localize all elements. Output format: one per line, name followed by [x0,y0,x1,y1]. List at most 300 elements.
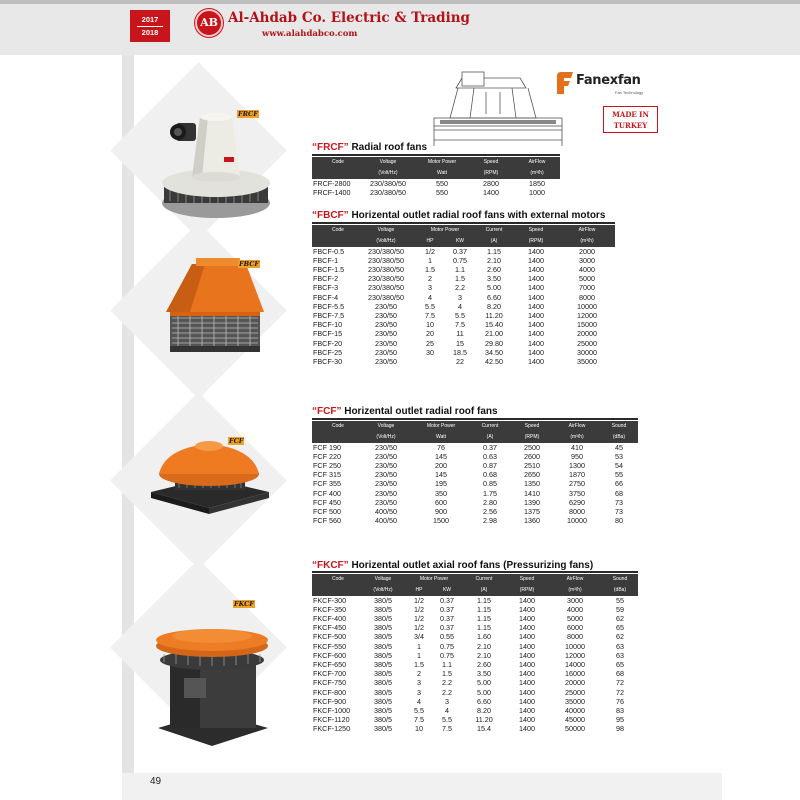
table-cell: 20000 [565,678,585,688]
model-code-cell: FKCF-1120 [313,715,350,725]
fkcf-product-image [148,600,278,750]
table-cell: 1400 [528,283,544,293]
fbcf-table [312,225,615,367]
table-cell: 0.37 [440,595,454,605]
table-cell: 1360 [524,516,540,526]
table-cell: 73 [615,497,623,507]
column-header: Current [481,422,499,429]
table-cell: 1400 [519,678,535,688]
column-unit: (dBa) [612,433,626,440]
model-code-cell: FBCF-1 [313,255,339,265]
table-cell: 4 [417,696,421,706]
table-cell: 11 [456,329,464,339]
table-cell: 380/5 [374,641,392,651]
table-cell: 2650 [524,470,540,480]
table-cell: 2.2 [442,678,452,688]
table-cell: 1400 [528,264,544,274]
table-cell: 380/5 [374,724,392,734]
table-cell: 1.75 [483,488,497,498]
table-row [312,605,638,614]
frcf-table-section [312,154,560,197]
table-cell: 2500 [524,442,540,452]
table-cell: 230/380/50 [368,264,404,274]
fkcf-table-body [312,596,638,734]
table-cell: 80 [615,516,623,526]
table-cell: 1/2 [414,613,424,623]
table-row [312,697,638,706]
table-row [312,498,638,507]
column-header: Speed [519,575,535,582]
table-cell: 0.63 [483,451,497,461]
column-header: Speed [524,422,540,429]
table-cell: 0.75 [453,255,467,265]
table-cell: 63 [616,641,624,651]
table-cell: 15.4 [477,724,491,734]
table-cell: 14000 [565,659,585,669]
table-cell: 1400 [519,595,535,605]
table-cell: 0.37 [483,442,497,452]
table-cell: 1 [417,650,421,660]
table-row [312,452,638,461]
table-row [312,461,638,470]
table-cell: 1.15 [487,246,501,256]
column-header: Code [332,575,344,582]
table-cell: 42.50 [485,356,503,366]
table-row [312,489,638,498]
table-cell: 1/2 [425,246,435,256]
table-cell: 1.15 [477,613,491,623]
table-cell: 76 [616,696,624,706]
table-cell: 1 [417,641,421,651]
table-cell: 380/5 [374,623,392,633]
table-cell: 3000 [579,255,595,265]
table-cell: 76 [437,442,445,452]
model-code-cell: FKCF-300 [313,595,347,605]
table-cell: 1400 [519,604,535,614]
table-cell: 145 [435,451,447,461]
column-unit: (RPM) [528,237,544,244]
column-unit: (m³/h) [568,586,582,593]
table-cell: 0.75 [440,650,454,660]
table-cell: 0.85 [483,479,497,489]
page-header [0,0,800,55]
table-cell: 380/5 [374,705,392,715]
model-code-cell: FKCF-650 [313,659,347,669]
column-header: Voltage [379,158,397,165]
table-cell: 50000 [565,724,585,734]
table-cell: 3 [458,292,462,302]
column-header: Code [332,422,344,429]
column-header: AirFlow [528,158,546,165]
table-cell: 1400 [483,187,499,197]
table-cell: 1400 [528,274,544,284]
table-cell: 40000 [565,705,585,715]
table-row [312,265,615,274]
column-unit: KW [442,586,452,593]
table-cell: 12000 [577,310,597,320]
table-cell: 1400 [519,650,535,660]
table-cell: 230/380/50 [368,283,404,293]
model-code-cell: FKCF-900 [313,696,347,706]
model-code-cell: FCF 250 [313,460,341,470]
table-cell: 2.60 [487,264,501,274]
model-code-cell: FKCF-700 [313,669,347,679]
table-cell: 0.75 [440,641,454,651]
table-cell: 8.20 [487,301,501,311]
fbcf-unit-row [312,236,615,247]
model-code-cell: FBCF-3 [313,283,339,293]
frcf-table-body [312,179,560,197]
table-row [312,320,615,329]
table-cell: 600 [435,497,447,507]
table-cell: 230/50 [375,310,397,320]
table-cell: 68 [615,488,623,498]
fkcf-unit-row [312,585,638,596]
table-cell: 2000 [579,246,595,256]
frcf-table [312,157,560,197]
table-cell: 230/50 [375,347,397,357]
table-cell: 5.5 [425,301,435,311]
table-cell: 30000 [577,347,597,357]
column-unit: (Volt/Hz) [378,169,398,176]
table-cell: 45000 [565,715,585,725]
fkcf-table [312,574,638,734]
table-cell: 230/50 [375,460,397,470]
model-code-cell: FCF 315 [313,470,341,480]
table-row [312,293,615,302]
table-cell: 1400 [528,255,544,265]
table-cell: 55 [615,470,623,480]
table-cell: 1375 [524,506,540,516]
table-cell: 11.20 [475,715,493,725]
table-cell: 95 [616,715,624,725]
table-cell: 73 [615,506,623,516]
column-unit: (RPM) [519,586,535,593]
table-cell: 3 [417,678,421,688]
table-row [312,179,560,188]
fcf-unit-row [312,432,638,443]
product-tag-fbcf: FBCF [239,260,260,268]
model-code-cell: FBCF-5.5 [313,301,345,311]
fcf-product-image [145,430,275,520]
table-cell: 550 [436,178,448,188]
fbcf-header-row [312,225,615,236]
table-cell: 1.5 [442,669,452,679]
table-cell: 380/5 [374,604,392,614]
table-row [312,614,638,623]
table-cell: 1400 [528,320,544,330]
table-cell: 1 [428,255,432,265]
product-tag-fkcf: FKCF [234,600,254,608]
table-cell: 59 [616,604,624,614]
table-cell: 45 [615,442,623,452]
table-cell: 230/380/50 [370,178,406,188]
fbcf-section-title [312,210,605,221]
table-cell [415,357,445,366]
fkcf-table-section [312,571,638,734]
model-code-cell: FKCF-500 [313,632,347,642]
model-code-cell: FKCF-450 [313,623,347,633]
table-row [312,302,615,311]
table-cell: 1400 [519,659,535,669]
table-cell: 1400 [528,329,544,339]
fbcf-title-text: Horizental outlet radial roof fans with external motors [348,210,606,221]
table-cell: 8000 [567,632,583,642]
table-cell: 0.37 [440,623,454,633]
table-row [312,715,638,724]
table-row [312,443,638,452]
company-logo: AB [195,9,223,37]
table-cell: 230/50 [375,451,397,461]
table-cell: 3.50 [487,274,501,284]
model-code-cell: FKCF-800 [313,687,347,697]
column-header: Speed [483,158,499,165]
table-row [312,507,638,516]
fcf-header-row [312,421,638,432]
table-cell: 1400 [519,641,535,651]
table-row [312,283,615,292]
model-code-cell: FBCF-15 [313,329,343,339]
column-unit: Watt [435,433,447,440]
table-cell: 230/380/50 [370,187,406,197]
column-header: Voltage [377,226,395,233]
fcf-title-code: “FCF” [312,406,342,417]
table-cell: 1400 [528,292,544,302]
table-cell: 230/50 [375,338,397,348]
table-cell: 1870 [569,470,585,480]
model-code-cell: FBCF-1.5 [313,264,345,274]
table-cell: 7.5 [425,310,435,320]
table-cell: 230/380/50 [368,246,404,256]
table-cell: 1/2 [414,623,424,633]
table-cell: 230/380/50 [368,274,404,284]
model-code-cell: FCF 560 [313,516,341,526]
table-cell: 400/50 [375,506,397,516]
column-unit: (RPM) [483,169,499,176]
column-unit [312,432,360,443]
brand-mark-icon [555,70,575,96]
table-cell: 2510 [524,460,540,470]
model-code-cell: FBCF-25 [313,347,343,357]
frcf-section-title [312,142,427,153]
table-cell: 230/50 [375,497,397,507]
table-cell: 380/5 [374,632,392,642]
column-unit: (m³/h) [530,169,544,176]
model-code-cell: FRCF-1400 [313,187,351,197]
table-cell: 2.60 [477,659,491,669]
table-cell: 15 [456,338,464,348]
table-row [312,357,615,366]
table-cell: 6290 [569,497,585,507]
table-cell: 1.15 [477,604,491,614]
table-cell: 35000 [577,356,597,366]
frcf-table-rule [312,154,560,156]
made-in-line1: MADE IN [612,110,649,119]
table-cell: 15000 [577,320,597,330]
column-header: Current [475,575,493,582]
table-cell: 1400 [528,246,544,256]
table-cell: 15.40 [485,320,503,330]
table-cell: 380/5 [374,715,392,725]
table-cell: 0.37 [453,246,467,256]
table-cell: 3 [417,687,421,697]
table-cell: 1/2 [414,595,424,605]
table-cell: 2.10 [477,641,491,651]
model-code-cell: FKCF-1250 [313,724,351,734]
table-cell: 0.55 [440,632,454,642]
year-start: 2017 [141,15,159,24]
table-cell: 8000 [579,292,595,302]
table-cell: 55 [616,595,624,605]
table-cell: 65 [616,623,624,633]
model-code-cell: FBCF-30 [313,356,343,366]
table-row [312,188,560,197]
model-code-cell: FCF 450 [313,497,341,507]
table-cell: 10 [426,320,434,330]
table-cell: 380/5 [374,687,392,697]
table-cell: 1400 [528,338,544,348]
fcf-section-title [312,406,498,417]
model-code-cell: FCF 500 [313,506,341,516]
table-cell: 2.98 [483,516,497,526]
table-cell: 65 [616,659,624,669]
table-cell: 200 [435,460,447,470]
column-unit: (Volt/Hz) [376,237,396,244]
column-header: Motor Power [427,158,457,165]
table-cell: 1.5 [414,659,424,669]
table-cell: 1400 [519,632,535,642]
fbcf-table-section [312,222,615,366]
table-cell: 62 [616,632,624,642]
table-cell: 35000 [565,696,585,706]
table-cell: 1400 [519,696,535,706]
table-cell: 5.00 [477,678,491,688]
table-cell: 1850 [529,178,545,188]
column-unit: HP [426,237,434,244]
table-row [312,642,638,651]
table-cell: 5.5 [442,715,452,725]
fcf-table-body [312,443,638,526]
model-code-cell: FBCF-0.5 [313,246,345,256]
fcf-table-rule [312,418,638,420]
table-cell: 0.68 [483,470,497,480]
table-cell: 380/5 [374,659,392,669]
table-row [312,256,615,265]
table-row [312,329,615,338]
table-cell: 3/4 [414,632,424,642]
column-header: AirFlow [578,226,596,233]
table-cell: 1400 [519,613,535,623]
table-row [312,660,638,669]
table-cell: 54 [615,460,623,470]
table-cell: 145 [435,470,447,480]
column-unit: (RPM) [524,433,540,440]
model-code-cell: FBCF-10 [313,320,343,330]
table-cell: 5.00 [487,283,501,293]
column-unit: (dBa) [613,586,627,593]
table-cell: 25000 [577,338,597,348]
table-cell: 1.15 [477,595,491,605]
table-row [312,348,615,357]
model-code-cell: FBCF-4 [313,292,339,302]
table-row [312,706,638,715]
table-cell: 1400 [528,301,544,311]
table-cell: 230/50 [375,301,397,311]
model-code-cell: FKCF-750 [313,678,347,688]
column-unit [312,168,360,179]
column-unit: HP [415,586,423,593]
fkcf-section-title [312,560,593,571]
table-cell: 1300 [569,460,585,470]
fkcf-table-rule [312,571,638,573]
table-cell: 230/50 [375,488,397,498]
table-cell: 550 [436,187,448,197]
table-row [312,623,638,632]
table-cell: 3.50 [477,669,491,679]
column-unit [312,585,360,596]
table-cell: 230/380/50 [368,255,404,265]
table-cell: 72 [616,678,624,688]
table-cell: 1400 [519,705,535,715]
company-name: Al-Ahdab Co. Electric & Trading [228,10,470,26]
table-cell: 950 [571,451,583,461]
table-cell: 4 [445,705,449,715]
table-cell: 2.2 [455,283,465,293]
table-cell: 1400 [519,687,535,697]
table-cell: 380/5 [374,678,392,688]
table-cell: 1.5 [455,274,465,284]
fbcf-table-body [312,247,615,367]
made-in-line2: TURKEY [613,121,648,130]
table-cell: 380/5 [374,613,392,623]
table-cell: 5.00 [477,687,491,697]
table-cell: 380/5 [374,595,392,605]
column-unit: (Volt/Hz) [376,433,396,440]
table-cell: 53 [615,451,623,461]
fkcf-title-text: Horizental outlet axial roof fans (Pressurizing fans) [348,560,594,571]
table-cell: 0.87 [483,460,497,470]
table-cell: 1.1 [442,659,452,669]
table-row [312,669,638,678]
table-cell: 230/50 [375,470,397,480]
fcf-table-section [312,418,638,525]
table-row [312,311,615,320]
table-cell: 380/5 [374,696,392,706]
table-cell: 4 [458,301,462,311]
model-code-cell: FKCF-1000 [313,705,351,715]
table-cell: 230/50 [375,329,397,339]
table-cell: 5.5 [414,705,424,715]
table-cell: 1400 [519,715,535,725]
table-cell: 2800 [483,178,499,188]
table-cell: 7.5 [414,715,424,725]
model-code-cell: FBCF-2 [313,274,339,284]
table-cell: 4000 [567,604,583,614]
table-cell: 1400 [519,724,535,734]
model-code-cell: FKCF-600 [313,650,347,660]
table-cell: 29.80 [485,338,503,348]
table-cell: 2750 [569,479,585,489]
table-cell: 1.5 [425,264,435,274]
table-cell: 3000 [567,595,583,605]
table-row [312,651,638,660]
column-unit: (m³/h) [580,237,594,244]
table-cell: 230/50 [375,479,397,489]
page-number: 49 [150,776,162,787]
model-code-cell: FKCF-350 [313,604,347,614]
table-cell: 0.37 [440,613,454,623]
table-cell: 22 [456,356,464,366]
